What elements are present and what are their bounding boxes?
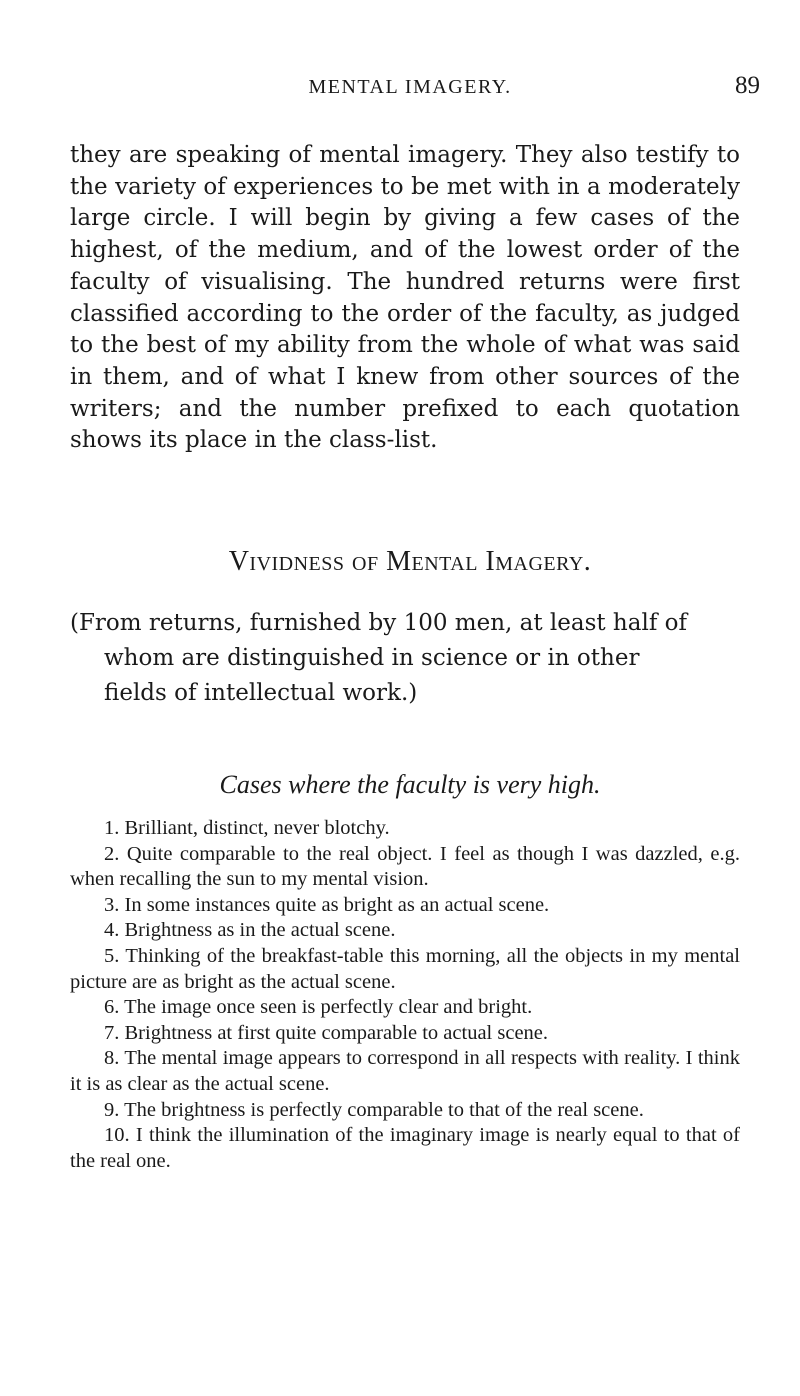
section-heading: Vividness of Mental Imagery. — [228, 546, 592, 577]
case-number: 2. — [104, 842, 120, 865]
case-text: Brightness at first quite comparable to actual scene. — [124, 1021, 549, 1044]
case-list — [70, 816, 740, 1174]
case-number: 8. — [104, 1047, 120, 1070]
case-number: 10. — [104, 1124, 130, 1147]
case-item — [70, 944, 740, 995]
case-item — [70, 1098, 740, 1124]
case-number: 4. — [104, 919, 120, 942]
case-item — [70, 1046, 740, 1097]
case-number: 9. — [104, 1098, 120, 1121]
case-item — [70, 1021, 740, 1047]
case-item — [70, 816, 740, 842]
case-text: The image once seen is perfectly clear and bright. — [124, 996, 533, 1019]
cases-subheading: Cases where the faculty is very high. — [219, 770, 601, 799]
intro-note — [70, 606, 740, 711]
case-item — [70, 893, 740, 919]
body-paragraph: they are speaking of mental imagery. They also testify to the variety of experiences to be met with in a moderately large circle. I will begin by giving a few cases of the highest, of the medium, and of the lowest order of the faculty of visualising. The hundred returns were first classified according to the order of the faculty, as judged to the best of my ability from the whole of what was said in them, and of what I knew from other sources of the writers; and the number prefixed to each quotation shows its place in the class-list. — [70, 142, 740, 454]
page-number: 89 — [735, 72, 760, 99]
case-number: 7. — [104, 1021, 120, 1044]
case-item — [70, 918, 740, 944]
case-text: Quite comparable to the real object. I feel as though I was dazzled, e.g. when recalling the sun to my mental vision. — [70, 842, 740, 891]
case-text: Thinking of the breakfast-table this morning, all the objects in my mental picture are as bright as the actual scene. — [70, 944, 740, 993]
case-number: 6. — [104, 996, 120, 1019]
case-text: The brightness is perfectly comparable to that of the real scene. — [124, 1098, 644, 1121]
intro-note-line: whom are distinguished in science or in other — [104, 645, 640, 671]
case-text: Brilliant, distinct, never blotchy. — [124, 817, 390, 839]
running-head-title: MENTAL IMAGERY. — [308, 76, 512, 98]
case-number: 3. — [104, 893, 120, 916]
case-text: In some instances quite as bright as an actual scene. — [124, 893, 550, 916]
case-text: Brightness as in the actual scene. — [124, 919, 396, 942]
intro-note-line: (From returns, furnished by 100 men, at least half of — [70, 610, 688, 636]
case-item — [70, 995, 740, 1021]
running-head — [60, 74, 760, 114]
case-text: I think the illumination of the imaginary image is nearly equal to that of the real one. — [70, 1124, 741, 1172]
case-item — [70, 842, 740, 893]
case-text: The mental image appears to correspond in all respects with reality. I think it is as clear as the actual scene. — [70, 1047, 740, 1095]
case-number: 5. — [104, 944, 120, 967]
case-number: 1. — [104, 817, 120, 839]
intro-note-line: fields of intellectual work.) — [104, 680, 418, 706]
case-item — [70, 1123, 740, 1174]
